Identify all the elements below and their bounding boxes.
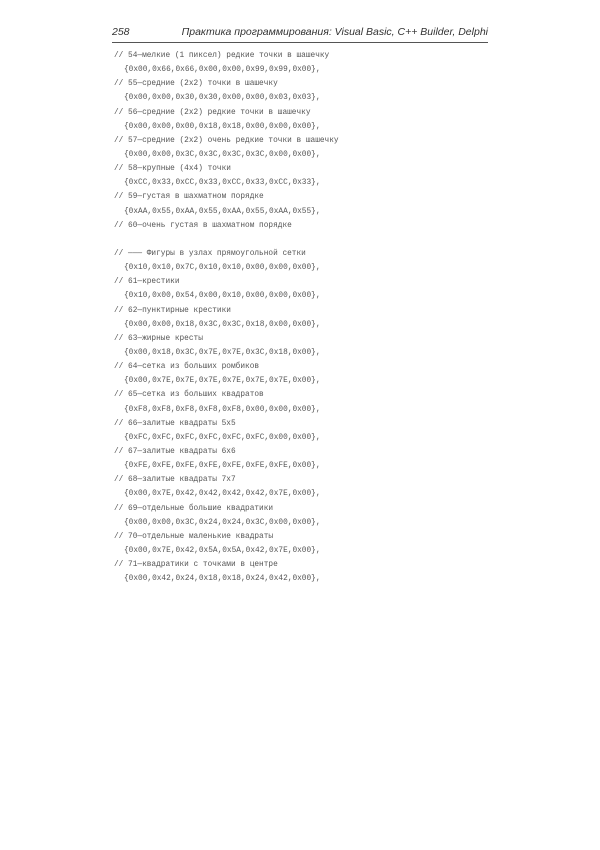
code-comment-line: // 58—крупные (4x4) точки [114, 165, 231, 174]
running-title: Практика программирования: Visual Basic, C++ Builder, Delphi [181, 26, 488, 38]
code-array-line: {0x10,0x10,0x7C,0x10,0x10,0x00,0x00,0x00}, [124, 264, 321, 273]
code-comment-line: // 69—отдельные большие квадратики [114, 504, 274, 513]
code-comment-line: // 55—средние (2x2) точки в шашечку [114, 80, 278, 89]
code-array-line: {0x00,0x18,0x3C,0x7E,0x7E,0x3C,0x18,0x00}, [124, 348, 321, 357]
code-array-line: {0x00,0x7E,0x42,0x5A,0x5A,0x42,0x7E,0x00}, [124, 546, 321, 555]
code-comment-line: // ——— Фигуры в узлах прямоугольной сетки [114, 249, 306, 258]
code-listing [114, 49, 339, 586]
page-header [112, 26, 488, 43]
code-array-line: {0xF8,0xF8,0xF8,0xF8,0xF8,0x00,0x00,0x00}, [124, 405, 321, 414]
code-comment-line: // 54—мелкие (1 пиксел) редкие точки в шашечку [114, 52, 330, 60]
code-array-line: {0xCC,0x33,0xCC,0x33,0xCC,0x33,0xCC,0x33}, [124, 179, 321, 188]
code-comment-line: // 61—крестики [114, 278, 180, 287]
code-array-line: {0x00,0x7E,0x42,0x42,0x42,0x42,0x7E,0x00}, [124, 490, 321, 499]
code-comment-line: // 56—средние (2x2) редкие точки в шашечку [114, 108, 311, 117]
blank-line [114, 233, 339, 247]
code-comment-line: // 71—квадратики с точками в центре [114, 561, 278, 570]
code-comment-line: // 65—сетка из больших квадратов [114, 391, 264, 400]
code-comment-line: // 60—очень густая в шахматном порядке [114, 221, 292, 230]
code-comment-line: // 57—средние (2x2) очень редкие точки в шашечку [114, 136, 339, 145]
code-array-line: {0x00,0x00,0x30,0x30,0x00,0x00,0x03,0x03}, [124, 94, 321, 103]
code-array-line: {0x00,0x42,0x24,0x18,0x18,0x24,0x42,0x00}, [124, 575, 321, 584]
code-comment-line: // 66—залитые квадраты 5x5 [114, 419, 236, 428]
code-array-line: {0xAA,0x55,0xAA,0x55,0xAA,0x55,0xAA,0x55}, [124, 207, 321, 216]
code-array-line: {0x00,0x00,0x3C,0x3C,0x3C,0x3C,0x00,0x00}, [124, 150, 321, 159]
code-array-line: {0xFC,0xFC,0xFC,0xFC,0xFC,0xFC,0x00,0x00}, [124, 433, 321, 442]
code-comment-line: // 68—залитые квадраты 7x7 [114, 476, 236, 485]
code-comment-line: // 59—густая в шахматном порядке [114, 193, 264, 202]
code-array-line: {0x00,0x66,0x66,0x00,0x00,0x99,0x99,0x00}, [124, 66, 321, 75]
code-array-line: {0x00,0x00,0x00,0x18,0x18,0x00,0x00,0x00}, [124, 122, 321, 131]
page-number: 258 [112, 26, 130, 38]
code-array-line: {0x00,0x00,0x18,0x3C,0x3C,0x18,0x00,0x00}, [124, 320, 321, 329]
code-comment-line: // 63—жирные кресты [114, 334, 203, 343]
code-comment-line: // 64—сетка из больших ромбиков [114, 363, 260, 372]
code-array-line: {0x10,0x00,0x54,0x00,0x10,0x00,0x00,0x00}, [124, 292, 321, 301]
code-array-line: {0x00,0x00,0x3C,0x24,0x24,0x3C,0x00,0x00}, [124, 518, 321, 527]
code-comment-line: // 67—залитые квадраты 6x6 [114, 447, 236, 456]
code-array-line: {0x00,0x7E,0x7E,0x7E,0x7E,0x7E,0x7E,0x00}, [124, 377, 321, 386]
code-comment-line: // 70—отдельные маленькие квадраты [114, 532, 274, 541]
code-array-line: {0xFE,0xFE,0xFE,0xFE,0xFE,0xFE,0xFE,0x00}, [124, 462, 321, 471]
code-comment-line: // 62—пунктирные крестики [114, 306, 231, 315]
